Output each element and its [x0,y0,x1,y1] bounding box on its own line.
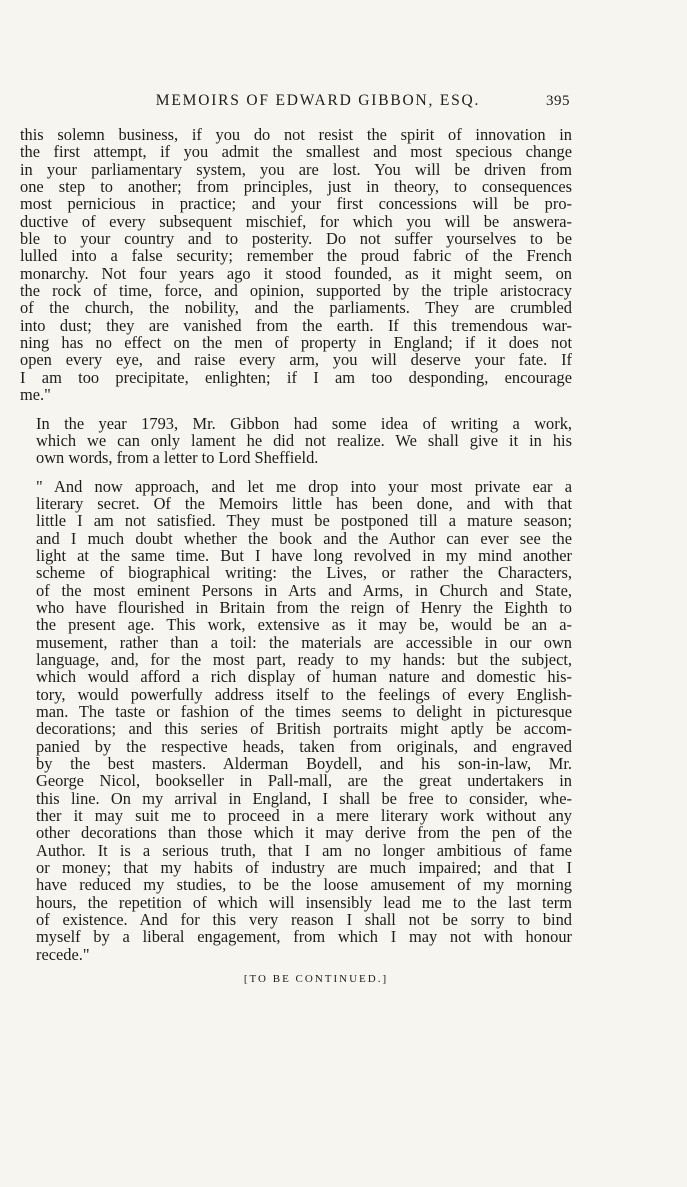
text-line: other decorations than those which it may derive from the pen of the [36,823,572,843]
paragraph-letter [20,478,572,964]
text-line: In the year 1793, Mr. Gibbon had some idea of writing a work, [36,413,572,433]
document-page [20,92,572,985]
text-line: lulled into a false security; remember the proud fabric of the French [20,246,572,266]
text-line: " And now approach, and let me drop into your most private ear a [36,476,572,496]
continued-note: [TO BE CONTINUED.] [243,973,389,986]
text-line: who have flourished in Britain from the reign of Henry the Eighth to [36,597,572,617]
text-line: one step to another; from principles, just in theory, to consequences [20,177,572,197]
text-line: tory, would powerfully address itself to the feelings of every English- [36,684,572,704]
text-line: myself by a liberal engagement, from which I may not with honour [36,927,572,947]
text-line: by the best masters. Alderman Boydell, and his son-in-law, Mr. [36,754,572,774]
text-line: ble to your country and to posterity. Do not suffer yourselves to be [20,229,572,249]
text-line: language, and, for the most part, ready to my hands: but the subject, [36,649,572,669]
page-header [20,92,572,122]
text-line: decorations; and this series of British portraits might aptly be accom- [36,719,572,739]
text-line: of the most eminent Persons in Arts and Arms, in Church and State, [36,580,572,600]
text-line: George Nicol, bookseller in Pall-mall, are the great undertakers in [36,771,572,791]
text-line: ductive of every subsequent mischief, for which you will be answera- [20,211,572,231]
text-line: panied by the respective heads, taken from originals, and engraved [36,736,572,756]
text-line: man. The taste or fashion of the times seems to delight in picturesque [36,702,572,721]
text-line: I am too precipitate, enlighten; if I am too desponding, encourage [20,367,572,387]
text-line: little I am not satisfied. They must be postponed till a mature season; [36,511,572,531]
running-title: MEMOIRS OF EDWARD GIBBON, ESQ. [155,92,481,109]
text-line: or money; that my habits of industry are much impaired; and that I [36,858,572,878]
text-line: open every eye, and raise every arm, you will deserve your fate. If [20,350,572,370]
text-line: in your parliamentary system, you are lost. You will be driven from [20,159,572,179]
paragraph-narrative [20,415,572,467]
text-line: have reduced my studies, to be the loose amusement of my morning [36,875,572,895]
text-line: light at the same time. But I have long revolved in my mind another [36,545,572,565]
text-line: musement, rather than a toil: the materials are accessible in our own [36,632,572,652]
paragraph-quote-end [20,126,572,404]
text-line: own words, from a letter to Lord Sheffield. [36,448,319,468]
text-line: most pernicious in practice; and your first concessions will be pro- [20,194,572,214]
text-line: this line. On my arrival in England, I shall be free to consider, whe- [36,788,572,808]
text-line: scheme of biographical writing: the Lives, or rather the Characters, [36,563,572,583]
text-line: and I much doubt whether the book and the Author can ever see the [36,528,572,548]
text-line: which would afford a rich display of human nature and domestic his- [36,667,572,687]
text-line: the first attempt, if you admit the smallest and most specious change [20,142,572,162]
text-line: hours, the repetition of which will insensibly lead me to the last term [36,892,572,912]
text-line: monarchy. Not four years ago it stood founded, as it might seem, on [20,263,572,283]
text-line: of existence. And for this very reason I shall not be sorry to bind [36,910,572,930]
text-line: recede." [36,944,90,964]
text-line: the rock of time, force, and opinion, supported by the triple aristocracy [20,281,572,301]
text-line: ther it may suit me to proceed in a mere literary work without any [36,806,572,826]
text-line: me." [20,385,51,405]
text-line: into dust; they are vanished from the earth. If this tremendous war- [20,315,572,335]
text-line: literary secret. Of the Memoirs little has been done, and with that [36,493,572,513]
text-line: of the church, the nobility, and the parliaments. They are crumbled [20,298,572,318]
text-line: the present age. This work, extensive as it may be, would be an a- [36,615,572,635]
page-number: 395 [546,93,570,109]
text-line: this solemn business, if you do not resist the spirit of innovation in [20,125,572,144]
text-line: which we can only lament he did not realize. We shall give it in his [36,430,572,450]
text-line: ning has no effect on the men of property in England; if it does not [20,333,572,353]
text-line: Author. It is a serious truth, that I am no longer ambitious of fame [36,840,572,860]
